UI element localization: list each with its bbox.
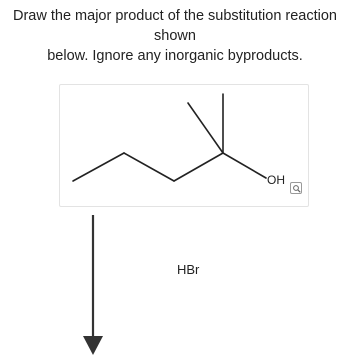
bond-c4-oh xyxy=(223,153,266,178)
bond-c2-c3 xyxy=(124,153,174,181)
bond-c1-c2 xyxy=(73,153,124,181)
bond-c3-c4 xyxy=(174,153,223,181)
reagent-label: HBr xyxy=(177,262,200,277)
down-arrow-icon xyxy=(83,215,103,357)
hydroxyl-label: OH xyxy=(267,173,285,187)
zoom-button[interactable] xyxy=(290,182,302,194)
question-line-1: Draw the major product of the substitution reaction shown xyxy=(13,8,337,44)
bond-c4-methyl-diagonal xyxy=(188,103,223,153)
magnifier-icon xyxy=(292,184,302,194)
question-line-2: below. Ignore any inorganic byproducts. xyxy=(47,48,303,64)
